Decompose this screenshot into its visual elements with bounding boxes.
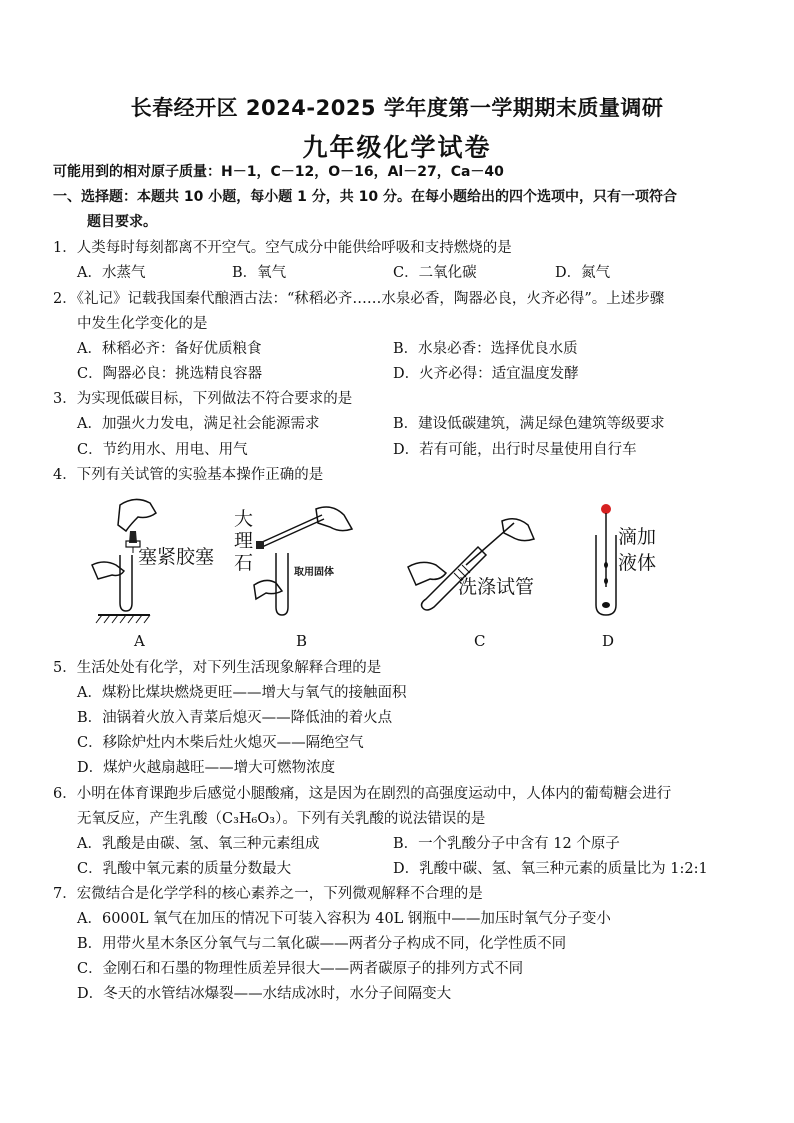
figure-d-label-2: 液体: [618, 552, 657, 574]
question-3-stem: 3．为实现低碳目标，下列做法不符合要求的是: [53, 391, 353, 407]
q6-option-b: B．一个乳酸分子中含有 12 个原子: [393, 836, 620, 852]
q6-option-d: D．乳酸中碳、氢、氧三种元素的质量比为 1:2:1: [393, 861, 708, 877]
figure-b-label-3: 石: [234, 552, 254, 574]
figure-b-take-solid: [232, 495, 362, 625]
q7-option-b: B．用带火星木条区分氧气与二氧化碳——两者分子构成不同，化学性质不同: [77, 936, 567, 952]
q5-option-a: A．煤粉比煤块燃烧更旺——增大与氧气的接触面积: [77, 685, 407, 701]
q2-option-c: C．陶器必良：挑选精良容器: [77, 366, 263, 382]
figure-b-label-1: 大: [234, 508, 254, 530]
q3-option-d: D．若有可能，出行时尽量使用自行车: [393, 442, 637, 458]
question-2-stem-line1: 2．《礼记》记载我国秦代酿酒古法：“秫稻必齐……水泉必香，陶器必良，火齐必得”。上述步骤: [53, 291, 665, 307]
figure-b-caption: 取用固体: [294, 567, 334, 578]
section-heading-line1: 一、选择题：本题共 10 小题，每小题 1 分，共 10 分。在每小题给出的四个选项中，只有一项符合: [53, 189, 677, 205]
atomic-masses: 可能用到的相对原子质量：H－1，C－12，O－16，Al－27，Ca－40: [53, 164, 504, 180]
q1-option-d: D．氮气: [555, 265, 611, 281]
q3-option-c: C．节约用水、用电、用气: [77, 442, 248, 458]
q7-option-d: D．冬天的水管结冰爆裂——水结成冰时，水分子间隔变大: [77, 986, 452, 1002]
q7-option-a: A．6000L 氧气在加压的情况下可装入容积为 40L 钢瓶中——加压时氧气分子变小: [77, 911, 611, 927]
q7-option-c: C．金刚石和石墨的物理性质差异很大——两者碳原子的排列方式不同: [77, 961, 524, 977]
question-4-stem: 4．下列有关试管的实验基本操作正确的是: [53, 467, 324, 483]
dropper-bulb-icon: [601, 504, 611, 514]
figure-b-letter: B: [296, 632, 308, 650]
q1-option-a: A．水蒸气: [77, 265, 146, 281]
question-5-stem: 5．生活处处有化学，对下列生活现象解释合理的是: [53, 660, 382, 676]
q6-option-a: A．乳酸是由碳、氢、氧三种元素组成: [77, 836, 320, 852]
q5-option-d: D．煤炉火越扇越旺——增大可燃物浓度: [77, 760, 336, 776]
question-6-stem-line2: 无氧反应，产生乳酸（C₃H₆O₃）。下列有关乳酸的说法错误的是: [77, 811, 486, 827]
q1-option-b: B．氧气: [232, 265, 287, 281]
figure-d-label-1: 滴加: [618, 526, 657, 548]
figure-d-add-liquid: [584, 495, 684, 625]
figure-c-letter: C: [474, 632, 486, 650]
question-7-stem: 7．宏微结合是化学学科的核心素养之一，下列微观解释不合理的是: [53, 886, 483, 902]
question-1-stem: 1．人类每时每刻都离不开空气。空气成分中能供给呼吸和支持燃烧的是: [53, 240, 512, 256]
question-2-stem-line2: 中发生化学变化的是: [77, 316, 208, 332]
q2-option-d: D．火齐必得：适宜温度发酵: [393, 366, 579, 382]
figure-a-letter: A: [134, 632, 145, 650]
q6-option-c: C．乳酸中氧元素的质量分数最大: [77, 861, 292, 877]
q1-option-c: C．二氧化碳: [393, 265, 477, 281]
figure-b-label-2: 理: [234, 530, 254, 552]
q3-option-b: B．建设低碳建筑，满足绿色建筑等级要求: [393, 416, 665, 432]
figure-d-letter: D: [602, 632, 615, 650]
q2-option-b: B．水泉必香：选择优良水质: [393, 341, 578, 357]
figure-a-label: 塞紧胶塞: [138, 546, 215, 568]
q3-option-a: A．加强火力发电，满足社会能源需求: [77, 416, 320, 432]
q2-option-a: A．秫稻必齐：备好优质粮食: [77, 341, 262, 357]
q5-option-c: C．移除炉灶内木柴后灶火熄灭——隔绝空气: [77, 735, 364, 751]
q5-option-b: B．油锅着火放入青菜后熄灭——降低油的着火点: [77, 710, 393, 726]
figure-a-insert-stopper: [90, 495, 240, 625]
exam-subtitle: 九年级化学试卷: [302, 133, 492, 162]
section-heading-line2: 题目要求。: [87, 214, 157, 230]
figure-c-wash-tube: [406, 495, 556, 625]
question-6-stem-line1: 6．小明在体育课跑步后感觉小腿酸痛，这是因为在剧烈的高强度运动中，人体内的葡萄糖会进行: [53, 786, 672, 802]
figure-c-label: 洗涤试管: [458, 576, 535, 598]
exam-title: 长春经开区 2024-2025 学年度第一学期期末质量调研: [130, 96, 664, 120]
